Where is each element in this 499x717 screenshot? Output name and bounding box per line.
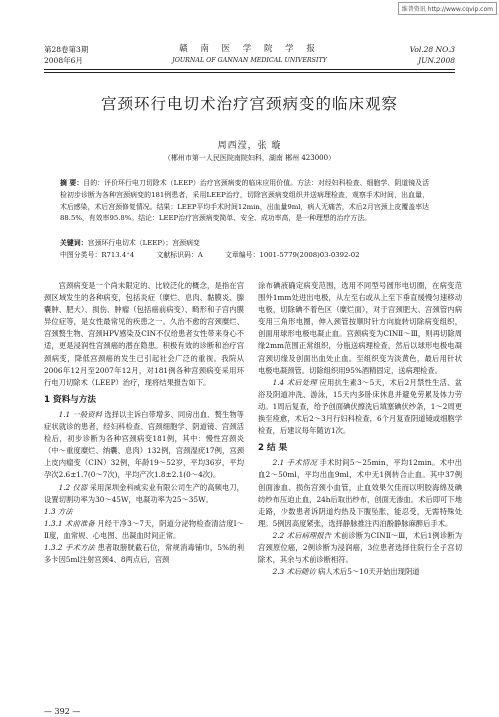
document-code: 文献标识码：A — [156, 251, 203, 259]
abstract — [60, 178, 429, 225]
subsection-label: 1.3.2 手术方法 — [44, 542, 96, 552]
journal-name-cn: 赣 南 医 学 院 学 报 — [179, 44, 320, 54]
subsection-label: 2.1 手术情况 — [272, 458, 318, 468]
paragraph-text: 选择以主诉白带增多、同房出血、赘生物等症状就诊的患者，经妇科检查、宫颈细胞学、阴道镜、宫颈活检后，初步诊断为各种宫颈病变181例，其中：慢性宫颈炎（中～重度糜烂、纳囊、息肉）132例，宫颈湿疣17例，宫颈上皮内瘤变（CIN）32例，年龄19～52岁，平均36岁，平均孕次2.6±1.7(0～7次)，平均产次1.8±2.1(0～4次)。 — [44, 409, 244, 480]
keywords — [60, 238, 429, 250]
section-heading: 1 资料与方法 — [44, 394, 96, 405]
authors: 周西滢，张 璇 — [217, 141, 282, 151]
subsection-label: 1.1 一般资料 — [58, 409, 102, 419]
clc-number: 中图分类号：R713.4⁺4 — [60, 251, 135, 259]
keywords-label: 关键词： — [60, 239, 88, 247]
paragraph-text: 采用深圳金科威实业有限公司生产的高频电刀，设置切割功率为30～45W，电凝功率为25～35W。 — [44, 482, 244, 504]
date-en: JUN.2008 — [418, 56, 455, 65]
continued-paragraph: 涂布碘液确定病变范围，选用不同型号圆形电切圈，在病变范围外1mm处进出电极，从左至右或从上至下垂直缓慢匀速移动电极，切除碘不着色区（糜烂面），对于宫颈肥大、宫颈管内病变用三角形电圈，伸入颈管按顺时针方向旋转切除病变组织，创面用球形电极电凝止血。宫颈病变为CINⅡ～Ⅲ，则再切除周缘2mm范围正常组织，分瓶送病理检查，然后以球形电极电凝宫颈切缘及创面出血处止血。至组织变为淡黄色，最后用针状电极电凝颈管。切除组织用95%酒精固定，送病理检查。 — [258, 281, 462, 375]
paragraph-text: 病人术后5～10天开始出现阴道 — [318, 567, 420, 577]
abstract-label: 摘 要： — [60, 179, 84, 187]
affiliation: （郴州市第一人民医院南院妇科，湖南 郴州 423000） — [163, 154, 336, 162]
subsection-label: 1.4 术后处理 — [272, 377, 317, 387]
header-rule-thin — [44, 72, 455, 73]
journal-name-en: JOURNAL OF GANNAN MEDICAL UNIVERSITY — [172, 57, 327, 64]
section-heading: 2 结 果 — [258, 443, 288, 454]
paragraph-text: 术前诊断为CINⅡ～Ⅲ，术后1例诊断为宫颈原位癌，2例诊断为浸润癌，3位患者选择住院行全子宫切除术，其余与术前诊断相符。 — [258, 530, 462, 565]
abstract-text: 目的：评价环行电刀切除术（LEEP）治疗宫颈病变的临床应用价值。方法：对经妇科检查、细胞学、阴道镜及活检初步诊断为各种宫颈病变的181例患者，采用LEEP治疗，切除宫颈病变组织并送病理检查，观察手术时间，出血量，术后感染，术后宫颈修复情况。结果：LEEP平均手术时间12min，出血量9ml，病人无痛苦，术后2月宫颈上皮覆盖率达88.5%，有效率95.8%。结论：LEEP治疗宫颈病变简单、安全、成功率高，是一种理想的治疗方法。 — [60, 179, 429, 223]
volume-cn: 第28卷第3期 — [44, 45, 89, 54]
keywords-text: 宫颈环行电切术（LEEP）；宫颈病变 — [87, 239, 200, 247]
subsection-label: 1.2 仪器 — [58, 482, 88, 492]
right-column — [258, 280, 462, 578]
page-number: — 392 — — [44, 707, 81, 716]
article-title: 宫颈环行电切术治疗宫颈病变的临床观察 — [100, 95, 398, 113]
paragraph-text: 手术时间5～25min，平均12min。术中出血2～50ml，平均出血9ml，术中无1例转合止血。其中37例创面渗血、损伤宫颈小血管，止血效果欠佳而以明胶海绵及碘纺纱布压迫止血，24h后取出纱布，创面无渗血。术后即可下地走路，少数患者诉阴道灼热及下腹坠胀，能忍受，无需特殊处理。5例因高度紧张，选择静脉推注丙泊酚静脉麻醉后手术。 — [258, 458, 462, 528]
paragraph-text: 应用抗生素3～5天，术后2月禁性生活、盆浴及阴道冲洗、游泳，15天内多卧床休息并避免劳累及体力劳动。1周后复查，给予创面碘伏擦洗后填塞碘伏纱条，1～2周更换至痊愈，术后2～3月行妇科检查，6个月复查阴道镜或细胞学检查，后建议每年随访1次。 — [258, 377, 462, 436]
watermark-stamp: 维普资讯 http://www.cqvip.com — [398, 2, 497, 15]
paragraph-text: 患者取膀胱截石位，常规消毒铺巾，5%的利多卡因5ml注射宫颈4、8两点后，宫颈 — [44, 542, 244, 565]
volume-en: Vol.28 NO.3 — [409, 45, 455, 54]
header-center — [44, 44, 455, 66]
header-right — [410, 44, 455, 66]
subsection-label: 1.3.1 术前准备 — [44, 518, 95, 528]
date-cn: 2008年6月 — [44, 56, 83, 65]
subsection-label: 1.3 方法 — [44, 506, 73, 516]
subsection-label: 2.3 术后随访 — [272, 567, 316, 577]
article-number: 文章编号：1001-5779(2008)03-0392-02 — [225, 251, 360, 259]
intro-paragraph: 宫颈病变是一个尚未限定的、比较泛化的概念，是指在宫颈区域发生的各种病变，包括炎症（糜烂、息肉、黏膜炎、腺囊肿、肥大）、损伤、肿瘤（包括癌前病变）、畸形和子宫内膜异位症等，是女性最常见的疾患之一。久治不愈的宫颈糜烂、宫颈赘生物、宫颈HPV感染及CIN不仅给患者女性带来身心不适，更是浸润性宫颈癌的潜在隐患。积极有效的诊断和治疗宫颈病变，降低宫颈癌的发生已引起社会广泛的重视。我院从2006年12月至2007年12月，对181例各种宫颈病变采用环行电刀切除术（LEEP）治疗，现将结果报告如下。 — [44, 281, 244, 387]
paragraph-text: 月经干净3～7天，阴道分泌物检查清洁度Ⅰ～Ⅱ度，血常规、心电图、出凝血时间正常。 — [44, 518, 244, 540]
article-identifiers — [60, 250, 449, 262]
left-column — [44, 280, 244, 566]
subsection-label: 2.2 术后病理报告 — [272, 530, 332, 540]
header-rule-thick — [44, 69, 455, 70]
